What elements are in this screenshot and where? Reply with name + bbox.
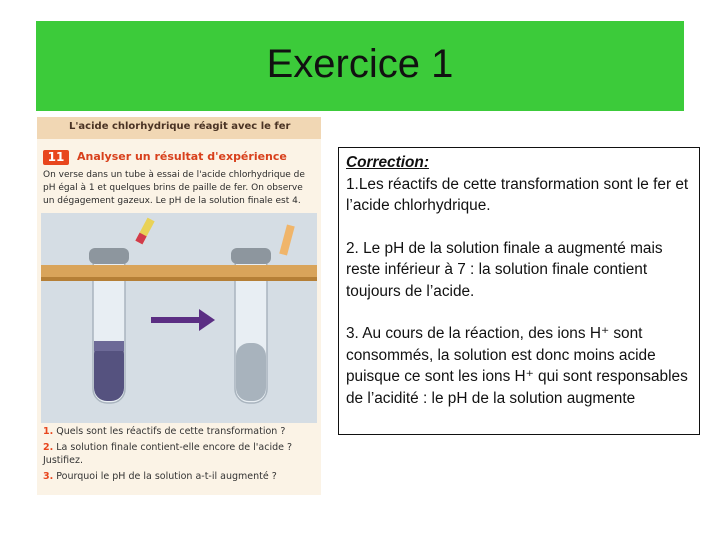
question-item: 2. La solution finale contient-elle encore de l'acide ? Justifiez. <box>43 442 293 466</box>
answer-2: 2. Le pH de la solution finale a augmenté mais reste inférieur à 7 : la solution finale contient toujours de l’acide. <box>346 239 663 300</box>
exercise-statement: On verse dans un tube à essai de l'acide chlorhydrique de pH égal à 1 et quelques brins de paille de fer. On observe un dégagement gazeux. Le pH de la solution finale est 4. <box>43 170 305 206</box>
test-tubes-illustration <box>41 213 317 423</box>
answer-3: 3. Au cours de la réaction, des ions H⁺ sont consommés, la solution est donc moins acide puisque ce sont les ions H⁺ qui sont responsables de l’acidité : le pH de la solution augmente <box>346 325 688 407</box>
textbook-excerpt <box>37 117 321 495</box>
correction-heading: Correction: <box>346 154 429 171</box>
exercise-title: Analyser un résultat d'expérience <box>77 150 287 163</box>
textbook-header-text: L'acide chlorhydrique réagit avec le fer <box>69 121 291 132</box>
exercise-number-badge: 11 <box>43 150 69 165</box>
question-item: 3. Pourquoi le pH de la solution a-t-il augmenté ? <box>43 471 277 482</box>
correction-box <box>338 147 700 435</box>
question-list <box>43 425 315 486</box>
tube-rack <box>41 265 317 279</box>
title-banner <box>36 21 684 111</box>
textbook-header <box>37 117 321 139</box>
experiment-photo <box>41 213 317 423</box>
slide-title: Exercice 1 <box>266 41 454 86</box>
question-item: 1. Quels sont les réactifs de cette transformation ? <box>43 426 286 437</box>
answer-1: 1.Les réactifs de cette transformation sont le fer et l’acide chlorhydrique. <box>346 175 689 214</box>
